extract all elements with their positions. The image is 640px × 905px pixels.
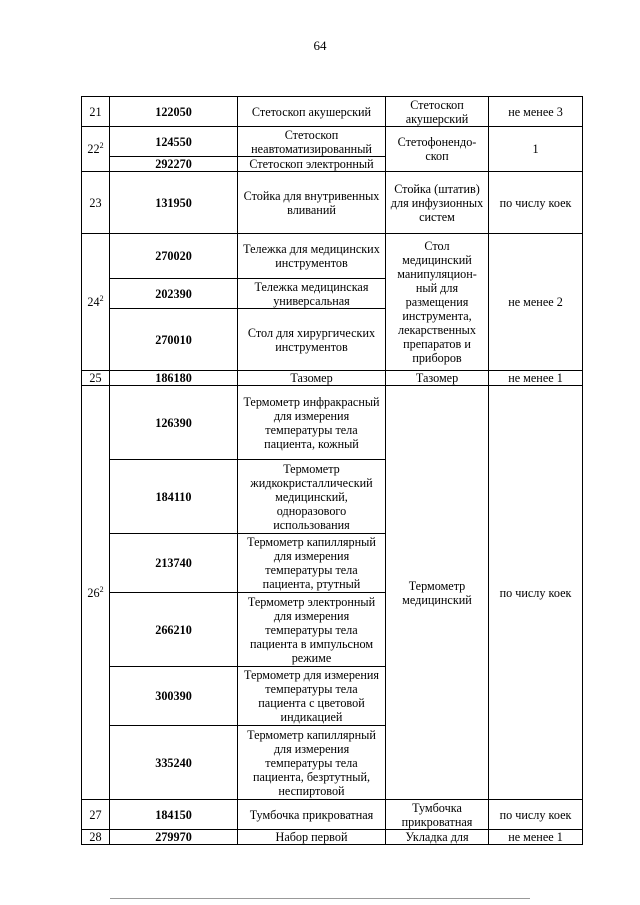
item-code: 126390 [110, 386, 238, 460]
required-quantity: не менее 1 [489, 830, 583, 845]
item-code: 122050 [110, 97, 238, 127]
row-number-footnote: 2 [99, 584, 104, 594]
required-quantity: не менее 1 [489, 371, 583, 386]
row-number-value: 27 [89, 807, 102, 822]
item-code: 186180 [110, 371, 238, 386]
item-code: 213740 [110, 534, 238, 593]
row-number [82, 127, 110, 172]
table-row [82, 386, 583, 460]
item-name: Термометр инфракрасный для измерения температуры тела пациента, кожный [238, 386, 386, 460]
table-row [82, 127, 583, 157]
equipment-table [81, 96, 583, 845]
row-number-value: 23 [89, 195, 102, 210]
item-name: Термометр капиллярный для измерения температуры тела пациента, ртутный [238, 534, 386, 593]
row-number-footnote: 2 [99, 293, 104, 303]
table-row [82, 172, 583, 234]
required-quantity: по числу коек [489, 800, 583, 830]
item-name: Стол для хирургических инструментов [238, 309, 386, 371]
item-code: 270020 [110, 234, 238, 279]
item-name: Тазомер [238, 371, 386, 386]
item-code: 266210 [110, 593, 238, 667]
row-number-value: 26 [87, 585, 100, 600]
row-number [82, 830, 110, 845]
item-code: 335240 [110, 726, 238, 800]
item-name: Стетоскоп электронный [238, 157, 386, 172]
required-quantity: по числу коек [489, 172, 583, 234]
row-number-value: 24 [87, 295, 100, 309]
required-quantity: 1 [489, 127, 583, 172]
item-code: 202390 [110, 279, 238, 309]
table-row [82, 830, 583, 845]
row-number [82, 371, 110, 386]
item-name: Термометр для измерения температуры тела пациента с цветовой индикацией [238, 667, 386, 726]
item-code: 184150 [110, 800, 238, 830]
group-name: Стол медицинский манипуляцион- ный для размещения инструмента, лекарственных препаратов и приборов [386, 234, 489, 371]
page-number: 64 [313, 38, 327, 53]
group-name: Тазомер [386, 371, 489, 386]
row-number-value: 28 [89, 830, 102, 844]
row-number [82, 97, 110, 127]
item-code: 292270 [110, 157, 238, 172]
table-row [82, 97, 583, 127]
item-code: 124550 [110, 127, 238, 157]
item-code: 279970 [110, 830, 238, 845]
row-number [82, 172, 110, 234]
row-number-footnote: 2 [99, 140, 104, 150]
row-number [82, 800, 110, 830]
scan-edge-line [110, 898, 530, 899]
item-name: Стетоскоп акушерский [238, 97, 386, 127]
item-name: Стойка для внутривенных вливаний [238, 172, 386, 234]
group-name: Стойка (штатив) для инфузионных систем [386, 172, 489, 234]
required-quantity: по числу коек [489, 386, 583, 800]
item-name: Стетоскоп неавтоматизированный [238, 127, 386, 157]
table-row [82, 371, 583, 386]
table-row [82, 234, 583, 279]
item-name: Термометр капиллярный для измерения температуры тела пациента, безртутный, неспиртовой [238, 726, 386, 800]
item-name: Набор первой [238, 830, 386, 845]
group-name: Тумбочка прикроватная [386, 800, 489, 830]
row-number [82, 386, 110, 800]
item-code: 131950 [110, 172, 238, 234]
item-name: Тумбочка прикроватная [238, 800, 386, 830]
row-number-value: 21 [89, 104, 102, 119]
item-name: Термометр жидкокристаллический медицинский, одноразового использования [238, 460, 386, 534]
group-name: Термометр медицинский [386, 386, 489, 800]
table-row [82, 800, 583, 830]
required-quantity: не менее 2 [489, 234, 583, 371]
item-code: 184110 [110, 460, 238, 534]
equipment-table-body [82, 97, 583, 845]
row-number-value: 25 [89, 371, 102, 385]
group-name: Укладка для [386, 830, 489, 845]
required-quantity: не менее 3 [489, 97, 583, 127]
item-name: Тележка для медицинских инструментов [238, 234, 386, 279]
item-name: Термометр электронный для измерения температуры тела пациента в импульсном режиме [238, 593, 386, 667]
item-code: 300390 [110, 667, 238, 726]
item-name: Тележка медицинская универсальная [238, 279, 386, 309]
group-name: Стетоскоп акушерский [386, 97, 489, 127]
row-number-value: 22 [87, 142, 100, 156]
group-name: Стетофонендо- скоп [386, 127, 489, 172]
item-code: 270010 [110, 309, 238, 371]
row-number [82, 234, 110, 371]
